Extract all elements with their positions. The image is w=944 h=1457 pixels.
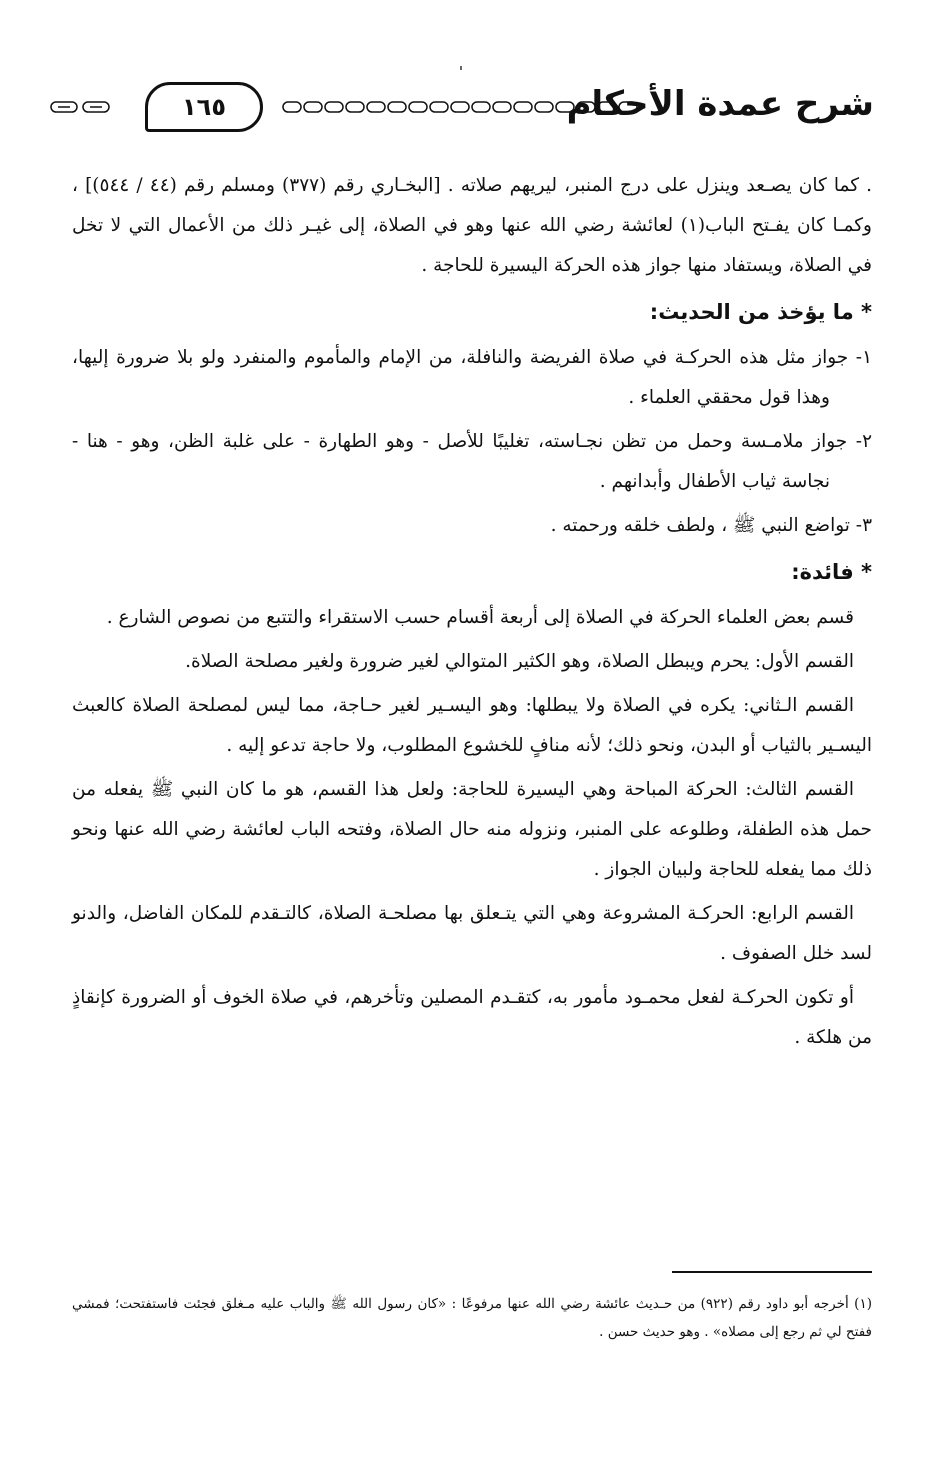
paragraph-intro: . كما كان يصـعد وينزل على درج المنبر، ليريهم صلاته . [البخـاري رقم (٣٧٧) ومسلم رقم (٤٤ / ٥٤٤)] ، وكمـا كان يفـتح الباب(١) لعائشة رضي الله عنها وهو في الصلاة، إلى غيـر ذلك من الأعمال التي لا تخل في الصلاة، ويستفاد منها جواز هذه الحركة اليسيرة للحاجة . bbox=[72, 175, 872, 276]
paragraph-section-3: القسم الثالث: الحركة المباحة وهي اليسيرة للحاجة: ولعل هذا القسم، هو ما كان النبي ﷺ يفعله من حمل هذه الطفلة، وطلوعه على المنبر، ونزوله منه حال الصلاة، وفتحه الباب لعائشة رضي الله عنها ونحو ذلك مما يفعله للحاجة ولبيان الجواز . bbox=[72, 779, 872, 880]
page-number: ١٦٥ bbox=[145, 82, 263, 132]
paragraph-section-4-cont: أو تكون الحركـة لفعل محمـود مأمور به، كتقـدم المصلين وتأخرهم، في صلاة الخوف أو الضرورة كإنقاذٍ من هلكة . bbox=[72, 987, 872, 1048]
section-heading-benefit: * فائدة: bbox=[791, 560, 872, 584]
scan-speck bbox=[460, 66, 462, 70]
paragraph-division: قسم بعض العلماء الحركة في الصلاة إلى أربعة أقسام حسب الاستقراء والتتبع من نصوص الشارع . bbox=[106, 607, 854, 628]
paragraph-section-1: القسم الأول: يحرم ويبطل الصلاة، وهو الكثير المتوالي لغير ضرورة ولغير مصلحة الصلاة. bbox=[185, 651, 854, 672]
footnotes bbox=[72, 1290, 872, 1346]
paragraph-section-2: القسم الـثاني: يكره في الصلاة ولا يبطلها: وهو اليسـير لغير حـاجة، مما ليس لمصلحة الصلاة كالعبث اليسـير بالثياب أو البدن، ونحو ذلك؛ لأنه منافٍ للخشوع المطلوب، ولا حاجة تدعو إليه . bbox=[72, 695, 872, 756]
book-title: شرح عمدة الأحكام bbox=[566, 84, 874, 124]
lesson-item-3: ٣- تواضع النبي ﷺ ، ولطف خلقه ورحمته . bbox=[550, 515, 872, 536]
lesson-item-1: ١- جواز مثل هذه الحركـة في صلاة الفريضة والنافلة، من الإمام والمأموم والمنفرد ولو بلا ضرورة إليها، وهذا قول محققي العلماء . bbox=[72, 347, 872, 408]
section-heading-lessons: * ما يؤخذ من الحديث: bbox=[649, 300, 872, 324]
header-ornament-left bbox=[50, 100, 112, 114]
lesson-item-2: ٢- جواز ملامـسة وحمل من تظن نجـاسته، تغليبًا للأصل - وهو الطهارة - على غلبة الظن، وهو - هنا - نجاسة ثياب الأطفال وأبدانهم . bbox=[72, 431, 872, 492]
page-header bbox=[50, 82, 874, 134]
main-text bbox=[72, 166, 872, 1062]
footnote-divider bbox=[672, 1271, 872, 1273]
footnote-1: (١) أخرجه أبو داود رقم (٩٢٢) من حـديث عائشة رضي الله عنها مرفوعًا : «كان رسول الله ﷺ والباب عليه مـغلق فجئت فاستفتحت؛ فمشي ففتح لي ثم رجع إلى مصلاه» . وهو حديث حسن . bbox=[72, 1296, 872, 1340]
paragraph-section-4: القسم الرابع: الحركـة المشروعة وهي التي يتـعلق بها مصلحـة الصلاة، كالتـقدم للمكان الفاضل، والدنو لسد خلل الصفوف . bbox=[72, 903, 872, 964]
